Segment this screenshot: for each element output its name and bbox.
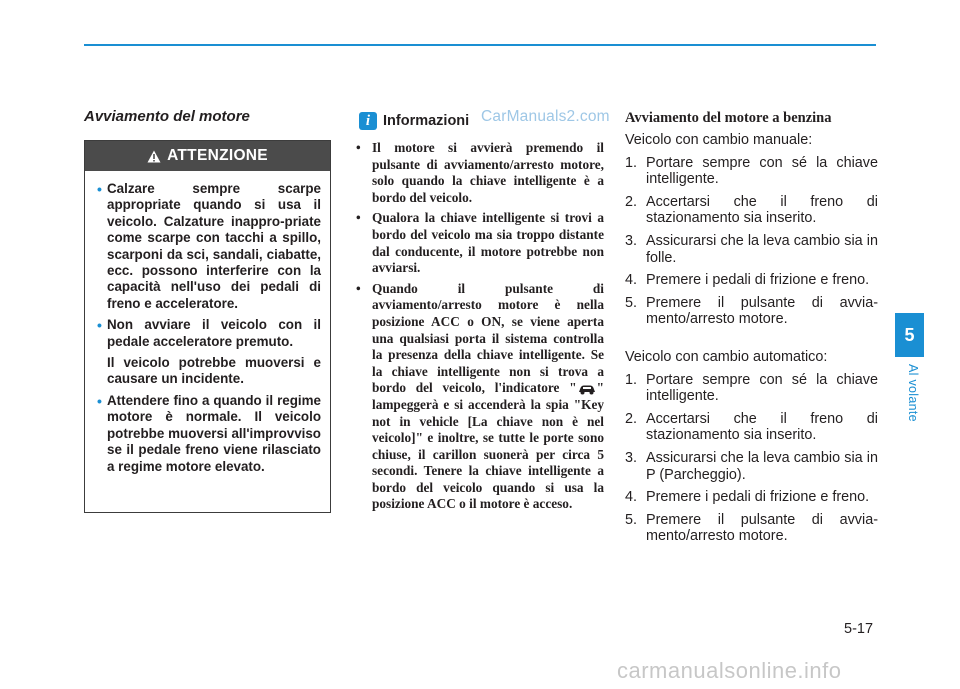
step-text: Portare sempre con sé la chiave intelligente.: [646, 154, 878, 188]
step-item: [625, 155, 878, 188]
step-item: [625, 450, 878, 483]
step-number: 2.: [625, 410, 638, 427]
step-item: [625, 194, 878, 227]
spacer: [625, 334, 878, 349]
step-text: Portare sempre con sé la chiave intelligente.: [646, 371, 878, 405]
step-number: 3.: [625, 449, 638, 466]
step-item: [625, 489, 878, 506]
info-icon: i: [359, 112, 377, 130]
step-number: 1.: [625, 154, 638, 171]
step-text: Assicurarsi che la leva cambio sia in P (Parcheggio).: [646, 449, 878, 483]
automatic-steps: [625, 372, 878, 545]
step-item: [625, 272, 878, 289]
step-text: Accertarsi che il freno di stazionamento sia inserito.: [646, 410, 878, 444]
warning-triangle-icon: [147, 150, 161, 163]
bullet-icon: •: [97, 392, 102, 409]
gasoline-start-section: [625, 132, 878, 551]
bullet-icon: •: [356, 140, 361, 155]
step-text: Assicurarsi che la leva cambio sia in folle.: [646, 232, 878, 266]
top-rule: [84, 44, 876, 46]
step-number: 2.: [625, 193, 638, 210]
step-text: Accertarsi che il freno di stazionamento sia inserito.: [646, 193, 878, 227]
warning-item: [97, 317, 321, 388]
step-text: Premere i pedali di frizione e freno.: [646, 272, 870, 289]
step-item: [625, 233, 878, 266]
step-item: [625, 295, 878, 328]
automatic-lead: Veicolo con cambio automatico:: [625, 348, 828, 365]
info-item-text-before: Quando il pulsante di avviamento/arresto motore è nella posizione ACC o ON, se viene aperta una qualsiasi porta il sistema controlla la presenza della chiave intelligente. Se la chiave intelligente non si trova a bordo del veicolo, l'indicatore ": [372, 280, 604, 396]
info-item-text-after: " lampeggerà e si accenderà la spia "Key not in vehicle [La chiave non è nel veicolo]" e inoltre, se tutte le porte sono chiuse, il carillon suonerà per circa 5 secondi. Tenere la chiave intelligente a bordo del veicolo quando si usa la posizione ACC o il motore è acceso.: [372, 380, 604, 512]
step-number: 4.: [625, 489, 638, 506]
watermark-text: CarManuals2.com: [481, 108, 610, 125]
page-number: 5-17: [844, 621, 874, 637]
step-item: [625, 372, 878, 405]
warning-item: [97, 393, 321, 475]
warning-item-text: Calzare sempre scarpe appropriate quando si usa il veicolo. Calzature inappro-priate come scarpe con tacchi a spillo, scarponi da sci, sandali, ciabatte, ecc. possono interferire con la capacità nell'uso dei pedali di freno e acceleratore.: [107, 181, 321, 311]
info-item: [356, 281, 604, 513]
warning-item-text: Attendere fino a quando il regime motore è normale. Il veicolo potrebbe muoversi all'improvviso se il pedale freno viene rilasciato a regime motore elevato.: [107, 392, 321, 474]
step-number: 3.: [625, 232, 638, 249]
manual-steps: [625, 155, 878, 328]
step-text: Premere il pulsante di avvia-mento/arresto motore.: [646, 294, 878, 328]
manual-lead: Veicolo con cambio manuale:: [625, 132, 813, 148]
info-list: [356, 140, 604, 517]
info-item-text: Il motore si avvierà premendo il pulsante di avviamento/arresto motore, solo quando la chiave intelligente è a bordo del veicolo.: [372, 140, 604, 205]
step-item: [625, 411, 878, 444]
warning-item-text: Non avviare il veicolo con il pedale acceleratore premuto.: [107, 317, 321, 349]
step-number: 4.: [625, 272, 638, 289]
step-number: 5.: [625, 294, 638, 311]
step-number: 1.: [625, 371, 638, 388]
info-item-text: Qualora la chiave intelligente si trovi a bordo del veicolo ma sia troppo distante dal conducente, il motore potrebbe non avviarsi.: [372, 210, 604, 276]
info-title: Informazioni: [383, 113, 470, 129]
info-item: [356, 140, 604, 206]
warning-item: [97, 181, 321, 312]
gasoline-start-title: Avviamento del motore a benzina: [625, 110, 832, 126]
key-car-indicator-icon: [577, 383, 597, 395]
bullet-icon: •: [97, 181, 102, 197]
footer-watermark: carmanualsonline.info: [617, 658, 842, 683]
info-item-body: [372, 281, 604, 513]
info-item: [356, 210, 604, 276]
warning-box: [84, 140, 331, 513]
warning-list: [85, 171, 330, 475]
warning-title: ATTENZIONE: [167, 147, 268, 164]
section-title: Avviamento del motore: [84, 108, 250, 125]
bullet-icon: •: [356, 280, 361, 296]
step-text: Premere il pulsante di avvia-mento/arresto motore.: [646, 511, 878, 545]
warning-header: [85, 141, 330, 171]
step-item: [625, 512, 878, 545]
warning-item-subtext: Il veicolo potrebbe muoversi e causare un incidente.: [107, 355, 321, 387]
bullet-icon: •: [97, 317, 102, 334]
step-text: Premere i pedali di frizione e freno.: [646, 489, 870, 506]
bullet-icon: •: [356, 210, 361, 226]
step-number: 5.: [625, 511, 638, 528]
chapter-number-tab: 5: [895, 313, 924, 357]
chapter-label: Al volante: [906, 364, 920, 422]
info-heading: [359, 112, 469, 130]
warning-item-body: [107, 317, 321, 388]
